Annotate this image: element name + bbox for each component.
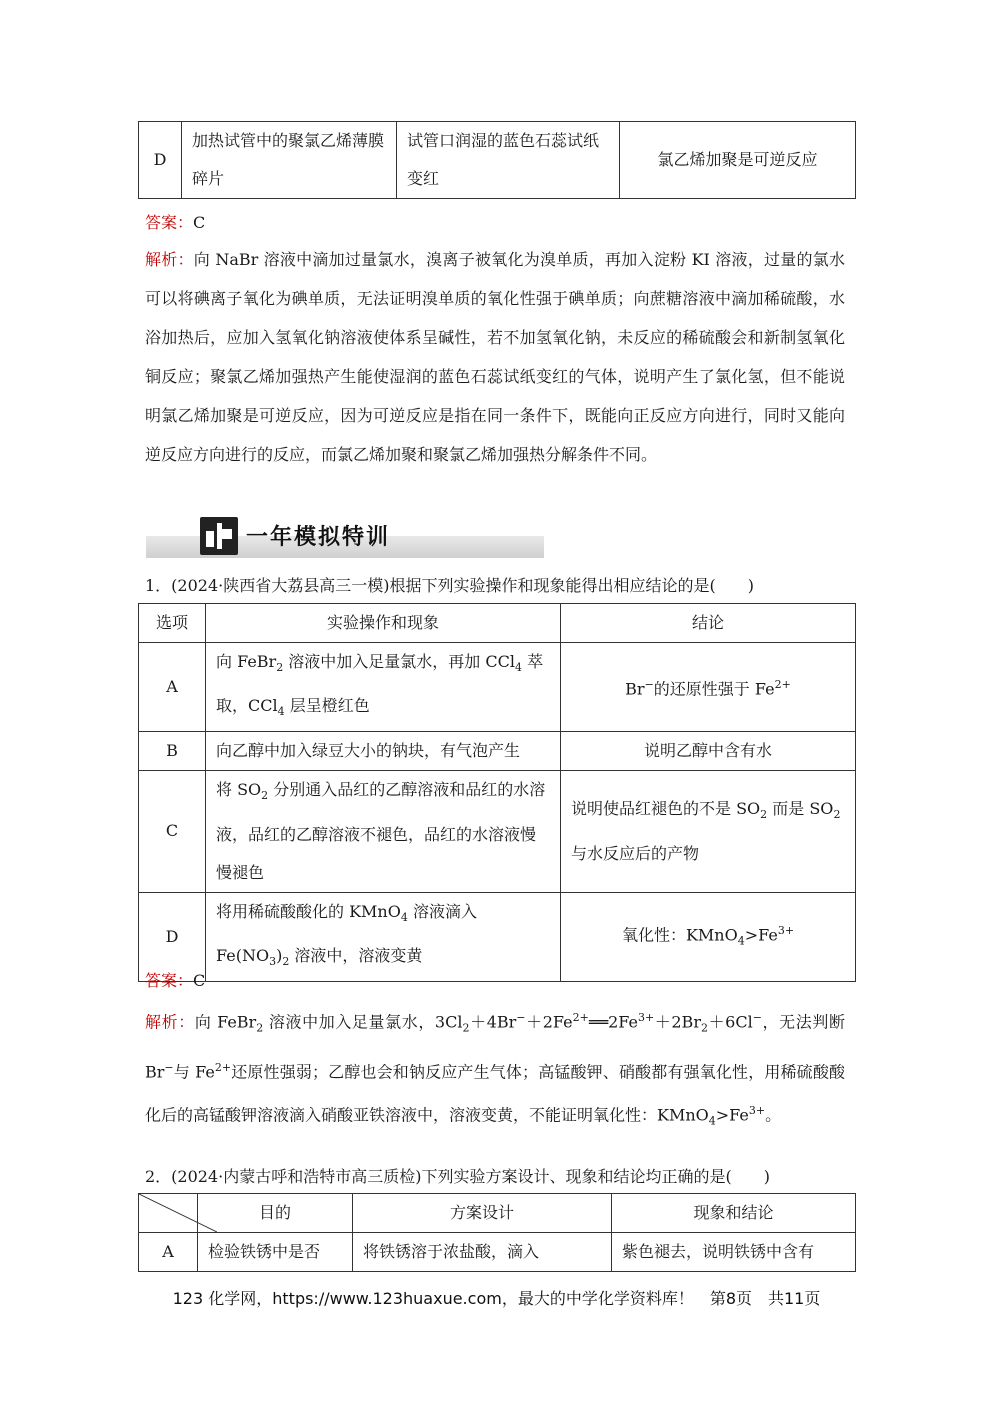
cell-option: D — [139, 892, 206, 981]
table-row — [139, 771, 856, 892]
table-header-row — [139, 604, 856, 643]
cell-option: D — [139, 122, 182, 199]
header-purpose: 目的 — [198, 1194, 353, 1233]
diagonal-line-icon — [139, 1194, 217, 1232]
header-conclusion: 结论 — [561, 604, 856, 643]
banner-logo-icon — [200, 517, 238, 555]
cell-conclusion: Br−的还原性强于 $Fe^{2+}$ — [561, 643, 856, 732]
section-title: 一年模拟特训 — [246, 525, 391, 550]
analysis-label: 解析： — [145, 1012, 195, 1032]
cell-conclusion: 氧化性：$KMnO_4>Fe^{3+}$ — [561, 892, 856, 981]
cell-operation: 向 FeBr$_2$ 溶液中加入足量氯水，再加 CCl$_4$ 萃取，CCl$_4$ 层呈橙红色 — [206, 643, 561, 732]
cell-conclusion: 氯乙烯加聚是可逆反应 — [620, 122, 856, 199]
cell-operation: 将 $SO_2$ 分别通入品红的乙醇溶液和品红的水溶液，品红的乙醇溶液不褪色，品红的水溶液慢慢褪色 — [206, 771, 561, 892]
header-design: 方案设计 — [353, 1194, 612, 1233]
analysis-1 — [145, 240, 845, 474]
answer-value: C — [193, 213, 206, 232]
answer-label: 答案： — [145, 971, 194, 990]
table-row — [139, 732, 856, 771]
answer-value: C — [193, 971, 206, 990]
cell-option: C — [139, 771, 206, 892]
table-row — [139, 892, 856, 981]
question-2-table — [138, 1193, 856, 1272]
top-table — [138, 121, 856, 199]
question-1-table — [138, 603, 856, 982]
analysis-text: 向 NaBr 溶液中滴加过量氯水，溴离子被氧化为溴单质，再加入淀粉 KI 溶液，过量的氯水可以将碘离子氧化为碘单质，无法证明溴单质的氧化性强于碘单质；向蔗糖溶液中滴加稀硫酸，水浴加热后，应加入氢氧化钠溶液使体系呈碱性，若不加氢氧化钠，未反应的稀硫酸会和新制氢氧化铜反应；聚氯乙烯加强热产生能使湿润的蓝色石蕊试纸变红的气体，说明产生了氯化氢，但不能说明氯乙烯加聚是可逆反应，因为可逆反应是指在同一条件下，既能向正反应方向进行，同时又能向逆反应方向进行的反应，而氯乙烯加聚和聚氯乙烯加强热分解条件不同。 — [145, 250, 845, 464]
cell-result: 紫色褪去，说明铁锈中含有 — [612, 1233, 856, 1272]
table-row — [139, 1233, 856, 1272]
cell-operation: 加热试管中的聚氯乙烯薄膜碎片 — [182, 122, 397, 199]
cell-design: 将铁锈溶于浓盐酸，滴入 — [353, 1233, 612, 1272]
header-result: 现象和结论 — [612, 1194, 856, 1233]
cell-conclusion: 说明使品红褪色的不是 $SO_2$ 而是 $SO_2$ 与水反应后的产物 — [561, 771, 856, 892]
answer-2 — [145, 968, 205, 991]
cell-purpose: 检验铁锈中是否 — [198, 1233, 353, 1272]
header-corner — [139, 1194, 198, 1233]
analysis-2: 解析：向 FeBr$_2$ 溶液中加入足量氯水，$3Cl_2+4Br^-+2Fe^{2+}══2Fe^{3+}+2Br_2+6Cl^-$，无法判断 Br−与 $Fe^{2+}$还原性强弱；乙醇也会和钠反应产生气体；高锰酸钾、硝酸都有强氧化性，用稀硫酸酸化后的高锰酸钾溶液滴入硝酸亚铁溶液中，溶液变黄，不能证明氧化性：$KMnO_4>Fe^{3+}$。 — [145, 1011, 845, 1128]
cell-conclusion: 说明乙醇中含有水 — [561, 732, 856, 771]
table-row — [139, 122, 856, 199]
answer-1 — [145, 210, 205, 233]
question-2-stem: 2．(2024·内蒙古呼和浩特市高三质检)下列实验方案设计、现象和结论均正确的是( ) — [145, 1167, 770, 1186]
header-operation: 实验操作和现象 — [206, 604, 561, 643]
table-row — [139, 643, 856, 732]
cell-operation: 将用稀硫酸酸化的 KMnO$_4$ 溶液滴入 $Fe(NO_3)_2$ 溶液中，溶液变黄 — [206, 892, 561, 981]
cell-operation: 向乙醇中加入绿豆大小的钠块，有气泡产生 — [206, 732, 561, 771]
header-option: 选项 — [139, 604, 206, 643]
page-footer: 123 化学网，https://www.123huaxue.com，最大的中学化学资料库！ 第8页 共11页 — [172, 1289, 821, 1308]
cell-option: A — [139, 643, 206, 732]
table-header-row — [139, 1194, 856, 1233]
analysis-label: 解析： — [145, 250, 194, 269]
cell-option: A — [139, 1233, 198, 1272]
answer-label: 答案： — [145, 213, 194, 232]
cell-phenomenon: 试管口润湿的蓝色石蕊试纸变红 — [397, 122, 620, 199]
question-1-stem: 1．(2024·陕西省大荔县高三一模)根据下列实验操作和现象能得出相应结论的是( ) — [145, 576, 754, 595]
cell-option: B — [139, 732, 206, 771]
